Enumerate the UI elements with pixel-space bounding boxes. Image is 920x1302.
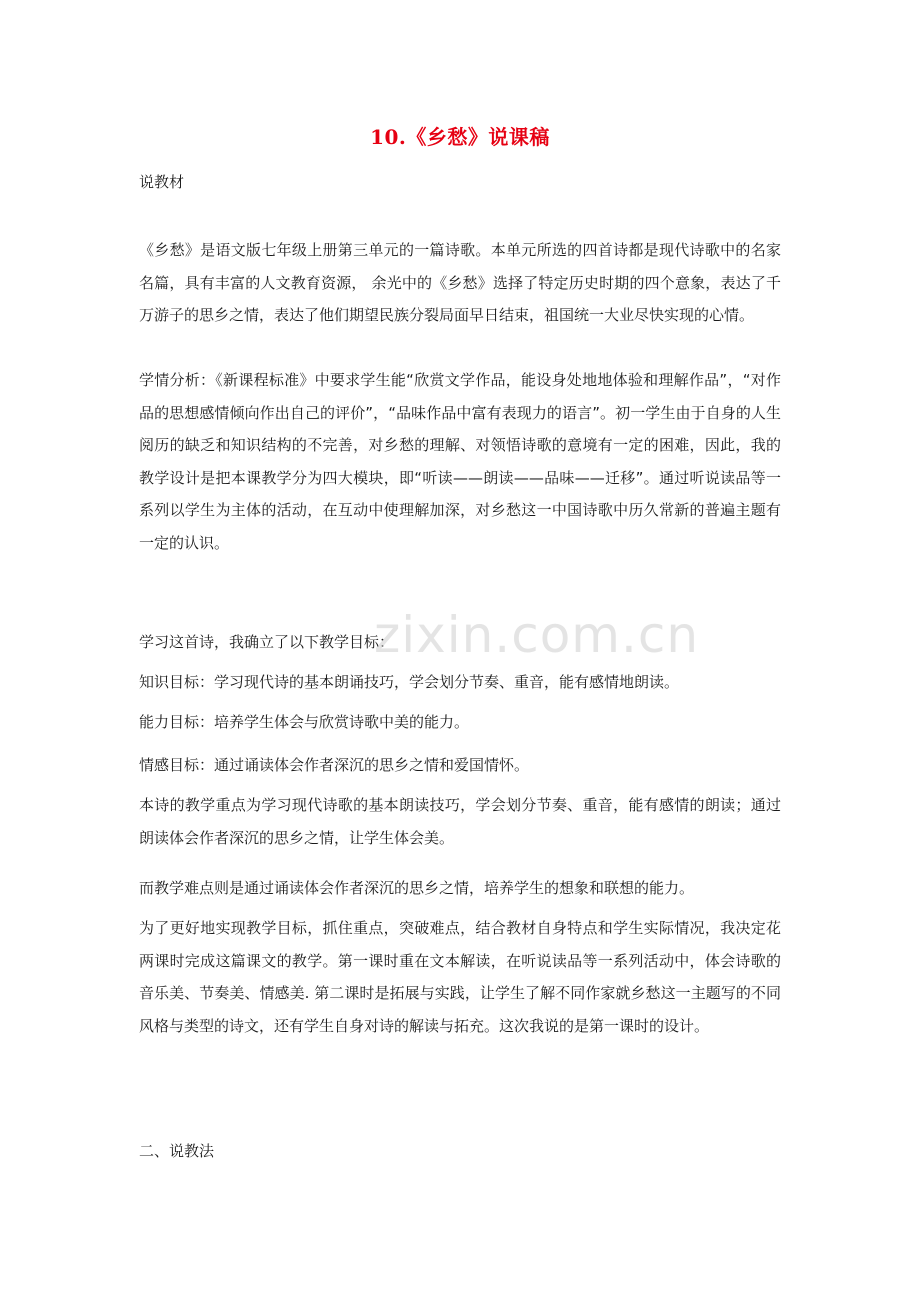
document-title: 10.《乡愁》说课稿	[370, 125, 550, 149]
paragraph-goals-intro: 学习这首诗，我确立了以下教学目标：	[139, 633, 395, 651]
paragraph-learner-analysis: 学情分析：《新课程标准》中要求学生能“欣赏文学作品，能设身处地地体验和理解作品”，“对作品的思想感情倾向作出自己的评价”，“品味作品中富有表现力的语言”。初一学生由于自身的人生阅历的缺乏和知识结构的不完善，对乡愁的理解、对领悟诗歌的意境有一定的困难，因此，我的教学设计是把本课教学分为四大模块，即“听读——朗读——品味——迁移”。通过听说读品等一系列以学生为主体的活动，在互动中使理解加深，对乡愁这一中国诗歌中历久常新的普遍主题有一定的认识。	[139, 371, 781, 552]
paragraph-intro: 《乡愁》是语文版七年级上册第三单元的一篇诗歌。本单元所选的四首诗都是现代诗歌中的名家名篇，具有丰富的人文教育资源， 余光中的《乡愁》选择了特定历史时期的四个意象，表达了千万游子的思乡之情，表达了他们期望民族分裂局面早日结束，祖国统一大业尽快实现的心情。	[139, 241, 781, 325]
paragraph-ability-goal: 能力目标：培养学生体会与欣赏诗歌中美的能力。	[139, 713, 470, 731]
paragraph-emotion-goal: 情感目标：通过诵读体会作者深沉的思乡之情和爱国情怀。	[139, 756, 530, 774]
watermark-text: zixin.com.cn	[374, 606, 700, 664]
section-heading-teaching-method: 二、说教法	[139, 1142, 215, 1160]
paragraph-difficult-point: 而教学难点则是通过诵读体会作者深沉的思乡之情，培养学生的想象和联想的能力。	[139, 879, 695, 897]
paragraph-knowledge-goal: 知识目标：学习现代诗的基本朗诵技巧，学会划分节奏、重音，能有感情地朗读。	[139, 673, 680, 691]
paragraph-key-point: 本诗的教学重点为学习现代诗歌的基本朗读技巧，学会划分节奏、重音，能有感情的朗读；通过朗读体会作者深沉的思乡之情，让学生体会美。	[139, 796, 781, 847]
paragraph-lesson-plan: 为了更好地实现教学目标，抓住重点，突破难点，结合教材自身特点和学生实际情况，我决定花两课时完成这篇课文的教学。第一课时重在文本解读，在听说读品等一系列活动中，体会诗歌的音乐美、节奏美、情感美. 第二课时是拓展与实践，让学生了解不同作家就乡愁这一主题写的不同风格与类型的诗文，还有学生自身对诗的解读与拓充。这次我说的是第一课时的设计。	[139, 919, 781, 1035]
section-heading-teaching-material: 说教材	[139, 173, 185, 191]
